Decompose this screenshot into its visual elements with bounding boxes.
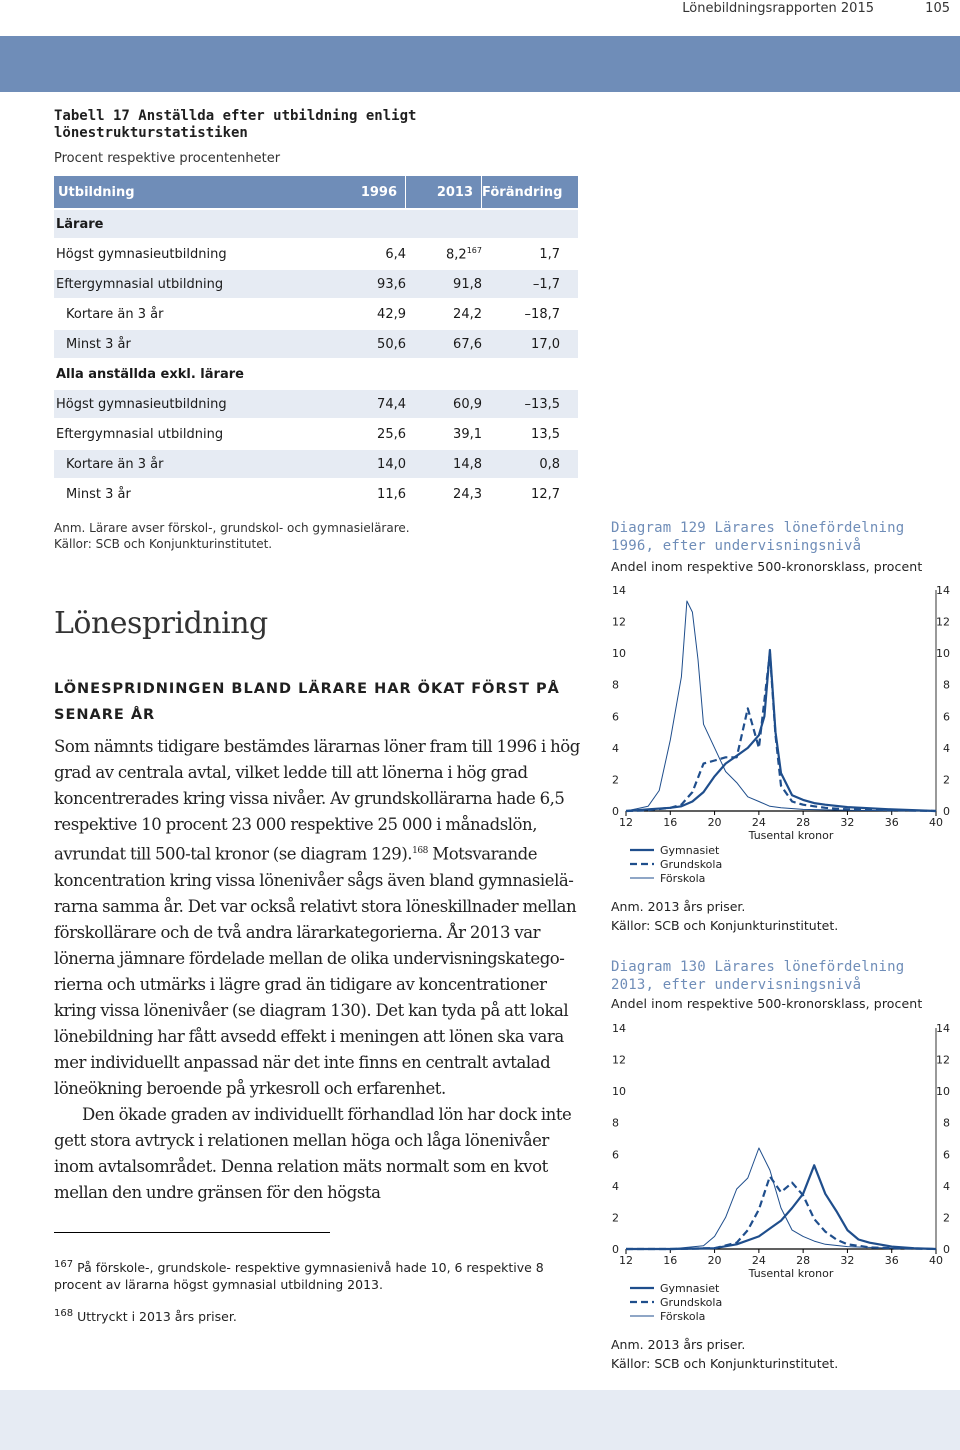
- running-title: Lönebildningsrapporten 2015: [682, 1, 874, 16]
- y-tick-label-left: 8: [612, 678, 619, 692]
- table-section-row: [54, 360, 578, 388]
- diagram-130-title: Diagram 130 Lärares lönefördelning 2013, efter undervisningsnivå: [611, 959, 905, 993]
- cell-2013: [406, 307, 482, 322]
- y-tick-label-right: 2: [943, 1211, 950, 1225]
- y-tick-label-right: 14: [936, 584, 950, 597]
- cell-1996: 74,4: [377, 396, 406, 412]
- y-tick-label-left: 2: [612, 773, 619, 787]
- paragraph-2: Den ökade graden av individuellt förhandlad lön har dock inte gett stora avtryck i relationen mellan höga och låga lönenivåer inom avtalsområdet. Denna relation mäts normalt som en kvot mellan den undre gränsen för den högsta: [54, 1104, 572, 1202]
- cell-2013-value: 24,3: [453, 486, 482, 502]
- cell-2013: [406, 427, 482, 442]
- cell-1996: 42,9: [377, 306, 406, 322]
- diagram-129-title: Diagram 129 Lärares lönefördelning 1996, efter undervisningsnivå: [611, 520, 905, 554]
- row-label: Högst gymnasieutbildning: [56, 396, 227, 412]
- x-tick-label: 20: [707, 1254, 722, 1267]
- cell-2013: [406, 277, 482, 292]
- y-tick-label-right: 14: [936, 1022, 950, 1035]
- x-tick-label: 32: [840, 1254, 855, 1267]
- education-table: [54, 176, 578, 510]
- y-tick-label-left: 8: [612, 1116, 619, 1130]
- y-tick-label-left: 0: [612, 1243, 619, 1256]
- cell-2013: [406, 487, 482, 502]
- cell-2013-value: 60,9: [453, 396, 482, 412]
- cell-change: 1,7: [539, 246, 560, 262]
- table-note-block: [54, 520, 410, 552]
- y-tick-label-right: 10: [936, 1085, 950, 1099]
- table-row: [54, 270, 578, 298]
- y-tick-label-right: 6: [943, 1148, 950, 1162]
- footnote-168: [54, 1305, 574, 1325]
- bottom-color-band: [0, 1390, 960, 1450]
- x-tick-label: 20: [707, 816, 722, 829]
- y-tick-label-left: 12: [612, 1053, 626, 1067]
- y-tick-label-left: 6: [612, 710, 619, 724]
- diagram-129-notes: [611, 897, 838, 935]
- series-line-gymnasiet: [626, 650, 936, 811]
- legend-label: Gymnasiet: [660, 1282, 720, 1295]
- cell-1996: 50,6: [377, 336, 406, 352]
- footnote-167: [54, 1256, 574, 1293]
- y-tick-label-right: 12: [936, 615, 950, 629]
- footnote-text: På förskole-, grundskole- respektive gymnasienivå hade 10, 6 respektive 8 procent av lärarna högst gymnasial utbildning 2013.: [54, 1260, 544, 1293]
- diagram-130-note: Anm. 2013 års priser.: [611, 1337, 746, 1352]
- diagram-130-subtitle: Andel inom respektive 500-kronorsklass, procent: [611, 996, 923, 1011]
- y-tick-label-left: 10: [612, 647, 626, 661]
- footnote-text: Uttryckt i 2013 års priser.: [77, 1309, 237, 1325]
- cell-2013-value: 14,8: [453, 456, 482, 472]
- x-tick-label: 12: [619, 1254, 633, 1267]
- diagram-130-notes: [611, 1335, 838, 1373]
- cell-change: 13,5: [531, 426, 560, 442]
- diagram-130-chart: [606, 1016, 956, 1328]
- cell-change: 17,0: [531, 336, 560, 352]
- y-tick-label-left: 6: [612, 1148, 619, 1162]
- section-title: Lönespridning: [54, 606, 268, 641]
- cell-1996: 25,6: [377, 426, 406, 442]
- column-header-1996: 1996: [344, 176, 406, 208]
- series-line-f-rskola: [626, 1148, 936, 1249]
- cell-2013-value: 8,2: [446, 247, 467, 263]
- footnote-rule: [54, 1232, 330, 1233]
- diagram-129-subtitle: Andel inom respektive 500-kronorsklass, procent: [611, 559, 923, 574]
- y-tick-label-right: 8: [943, 678, 950, 692]
- y-tick-label-right: 8: [943, 1116, 950, 1130]
- cell-change: –1,7: [532, 276, 560, 292]
- column-header-change: Förändring: [482, 184, 563, 200]
- row-label: Eftergymnasial utbildning: [56, 276, 224, 292]
- legend-label: Förskola: [660, 1310, 706, 1323]
- cell-1996: 93,6: [377, 276, 406, 292]
- table-row: [54, 330, 578, 358]
- row-label: Minst 3 år: [66, 336, 131, 352]
- x-tick-label: 40: [929, 816, 943, 829]
- cell-2013-value: 91,8: [453, 276, 482, 292]
- cell-2013: [406, 246, 482, 262]
- series-line-grundskola: [626, 653, 936, 811]
- table-subtitle: Procent respektive procentenheter: [54, 151, 281, 166]
- y-tick-label-left: 14: [612, 584, 626, 597]
- cell-2013: [406, 397, 482, 412]
- x-tick-label: 32: [840, 816, 855, 829]
- cell-change: –13,5: [524, 396, 560, 412]
- article-body: [54, 734, 582, 1206]
- x-tick-label: 24: [751, 816, 766, 829]
- table-row: [54, 420, 578, 448]
- x-tick-label: 12: [619, 816, 633, 829]
- x-tick-label: 28: [796, 1254, 811, 1267]
- table-row: [54, 480, 578, 508]
- legend-label: Grundskola: [660, 858, 723, 871]
- y-tick-label-left: 10: [612, 1085, 626, 1099]
- cell-2013: [406, 337, 482, 352]
- series-line-f-rskola: [626, 601, 936, 811]
- x-tick-label: 36: [884, 1254, 899, 1267]
- cell-change: 12,7: [531, 486, 560, 502]
- cell-change: –18,7: [524, 306, 560, 322]
- cell-1996: 14,0: [377, 456, 406, 472]
- y-tick-label-right: 12: [936, 1053, 950, 1067]
- y-tick-label-right: 6: [943, 710, 950, 724]
- subheading: LÖNESPRIDNINGEN BLAND LÄRARE HAR ÖKAT FÖRST PÅ SENARE ÅR: [54, 681, 560, 723]
- series-line-grundskola: [626, 1176, 936, 1249]
- table-header-row: [54, 176, 578, 208]
- row-label: Kortare än 3 år: [66, 306, 164, 322]
- y-tick-label-left: 4: [612, 1179, 619, 1193]
- x-tick-label: 16: [663, 816, 678, 829]
- running-head: [0, 0, 960, 24]
- legend-label: Förskola: [660, 872, 706, 885]
- footnotes: [54, 1256, 574, 1337]
- x-axis-label: Tusental kronor: [748, 829, 834, 842]
- x-tick-label: 28: [796, 816, 811, 829]
- row-label: Minst 3 år: [66, 486, 131, 502]
- y-tick-label-left: 2: [612, 1211, 619, 1225]
- paragraph-1-text-b: Motsvarande koncentration kring vissa lönenivåer sågs även bland gymnasielärarna samma år. Det var också relativt stora löneskillnader mellan förskollärare och de två andra lärarkategorierna. År 2013 var lönerna jämnare fördelade mellan de olika undervisningskategorierna och utmärks i lägre grad än tidigare av koncentrationer kring vissa lönenivåer (se diagram 130). Det kan tyda på att lokal lönebildning har fått avsedd effekt i meningen att lönen ska vara mer individuellt anpassad när det inte finns en centralt avtalad löneökning beroende på yrkesroll och erfarenhet.: [54, 844, 577, 1098]
- diagram-130-source: Källor: SCB och Konjunkturinstitutet.: [611, 1356, 839, 1371]
- y-tick-label-left: 14: [612, 1022, 626, 1035]
- paragraph-1-text-a: Som nämnts tidigare bestämdes lärarnas löner fram till 1996 i hög grad av centrala avtal, vilket ledde till att lönerna i hög grad koncentrerades kring vissa nivåer. Av grundskollärarna hade 6,5 respektive 10 procent 23 000 respektive 25 000 i månadslön, avrundat till 500-tal kronor (se diagram 129).: [54, 737, 580, 864]
- footnote-reference-167[interactable]: 167: [466, 245, 482, 255]
- x-tick-label: 40: [929, 1254, 943, 1267]
- diagram-129-source: Källor: SCB och Konjunkturinstitutet.: [611, 918, 839, 933]
- diagram-129-chart: [606, 578, 956, 890]
- cell-change: 0,8: [539, 456, 560, 472]
- y-tick-label-left: 12: [612, 615, 626, 629]
- row-label: Lärare: [56, 216, 104, 232]
- table-row: [54, 390, 578, 418]
- x-tick-label: 16: [663, 1254, 678, 1267]
- column-header-2013: 2013: [406, 176, 482, 208]
- footnote-number: 167: [54, 1259, 74, 1270]
- y-tick-label-right: 0: [943, 1243, 950, 1256]
- cell-1996: 11,6: [377, 486, 406, 502]
- column-header-utbildning: Utbildning: [58, 184, 135, 200]
- row-label: Högst gymnasieutbildning: [56, 246, 227, 262]
- table-row: [54, 450, 578, 478]
- cell-2013-value: 39,1: [453, 426, 482, 442]
- footnote-number: 168: [54, 1308, 74, 1320]
- row-label: Kortare än 3 år: [66, 456, 164, 472]
- cell-2013: [406, 457, 482, 472]
- x-axis-label: Tusental kronor: [748, 1267, 834, 1280]
- y-tick-label-left: 0: [612, 805, 619, 818]
- legend-label: Gymnasiet: [660, 844, 720, 857]
- table-note: Anm. Lärare avser förskol-, grundskol- och gymnasielärare.: [54, 521, 410, 535]
- table-title: Tabell 17 Anställda efter utbildning enligt lönestrukturstatistiken: [54, 108, 417, 141]
- y-tick-label-right: 10: [936, 647, 950, 661]
- table-row: [54, 240, 578, 268]
- paragraph-1: [54, 734, 582, 1102]
- page-number: 105: [925, 1, 950, 16]
- y-tick-label-right: 4: [943, 1179, 950, 1193]
- top-color-band: [0, 36, 960, 92]
- y-tick-label-right: 2: [943, 773, 950, 787]
- y-tick-label-right: 4: [943, 741, 950, 755]
- table-section-row: [54, 210, 578, 238]
- y-tick-label-right: 0: [943, 805, 950, 818]
- legend-label: Grundskola: [660, 1296, 723, 1309]
- table-row: [54, 300, 578, 328]
- row-label: Alla anställda exkl. lärare: [56, 366, 244, 382]
- table-source: Källor: SCB och Konjunkturinstitutet.: [54, 537, 273, 551]
- y-tick-label-left: 4: [612, 741, 619, 755]
- table-body: [54, 210, 578, 508]
- x-tick-label: 24: [751, 1254, 766, 1267]
- cell-2013-value: 67,6: [453, 336, 482, 352]
- footnote-reference-168[interactable]: 168: [412, 846, 428, 856]
- x-tick-label: 36: [884, 816, 899, 829]
- diagram-129-note: Anm. 2013 års priser.: [611, 899, 746, 914]
- row-label: Eftergymnasial utbildning: [56, 426, 224, 442]
- cell-2013-value: 24,2: [453, 306, 482, 322]
- cell-1996: 6,4: [385, 246, 406, 262]
